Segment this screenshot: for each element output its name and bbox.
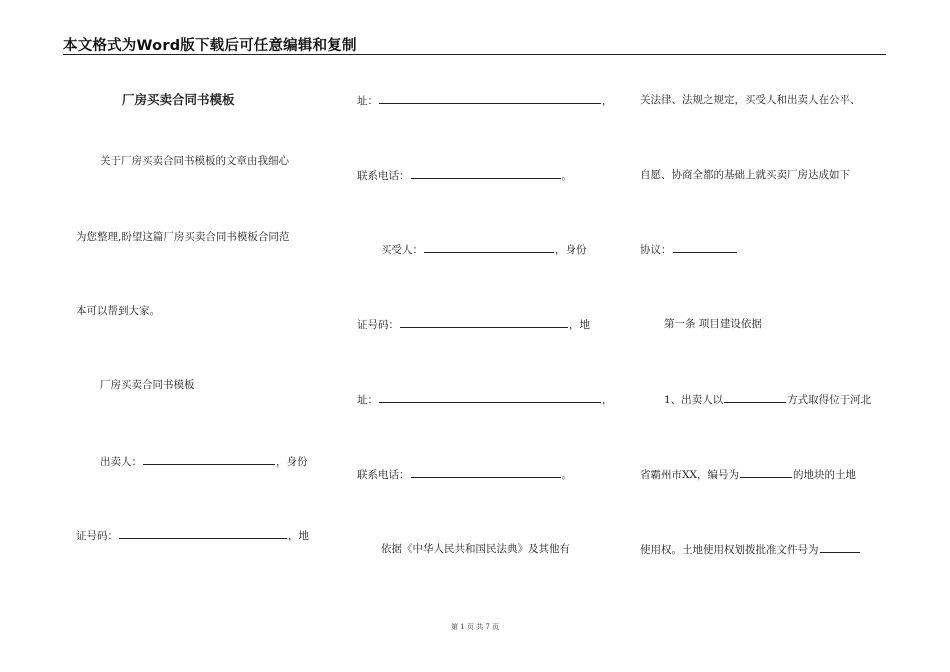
seller-address-suffix: ， <box>602 95 613 107</box>
buyer-id-label: 证号码： <box>357 319 399 331</box>
item-2-suffix: 的地块的土地 <box>792 469 856 481</box>
buyer-id-line <box>357 317 590 332</box>
header-divider <box>63 54 886 55</box>
seller-label: 出卖人： <box>100 456 142 468</box>
seller-id-suffix: ，地 <box>288 530 309 542</box>
agreement-blank[interactable] <box>673 242 737 253</box>
buyer-label: 买受人： <box>381 244 423 256</box>
item-1-suffix: 方式取得位于河北 <box>787 394 872 406</box>
seller-address-label: 址： <box>357 95 378 107</box>
buyer-line <box>381 242 587 257</box>
document-header-title: 本文格式为Word版下载后可任意编辑和复制 <box>63 38 357 54</box>
buyer-name-blank[interactable] <box>424 242 554 253</box>
agreement-line <box>640 242 738 257</box>
item-2-line <box>640 467 856 482</box>
seller-phone-blank[interactable] <box>411 168 561 179</box>
buyer-address-line <box>357 392 613 407</box>
intro-line-3: 本可以帮到大家。 <box>76 305 160 317</box>
page-number-footer: 第 1 页 共 7 页 <box>450 623 500 631</box>
intro-line-2: 为您整理,盼望这篇厂房买卖合同书模板合同范 <box>76 231 290 243</box>
seller-id-label: 证号码： <box>76 530 118 542</box>
intro-line-1: 关于厂房买卖合同书模板的文章由我细心 <box>100 155 289 167</box>
approval-number-blank[interactable] <box>820 542 860 553</box>
seller-address-line <box>357 93 613 108</box>
item-2-prefix: 省霸州市XX，编号为 <box>640 469 739 481</box>
buyer-phone-suffix: 。 <box>561 469 572 481</box>
item-1-prefix: 1、出卖人以 <box>664 394 724 406</box>
buyer-address-suffix: ， <box>602 394 613 406</box>
legal-basis-line: 依据《中华人民共和国民法典》及其他有 <box>381 543 570 555</box>
buyer-id-suffix: ，地 <box>569 319 590 331</box>
buyer-address-blank[interactable] <box>379 392 601 403</box>
buyer-phone-blank[interactable] <box>411 467 561 478</box>
section-subtitle: 厂房买卖合同书模板 <box>100 379 195 391</box>
seller-phone-line <box>357 168 572 183</box>
seller-id-blank[interactable] <box>119 528 287 539</box>
agreement-label: 协议： <box>640 244 672 256</box>
seller-name-blank[interactable] <box>143 454 275 465</box>
buyer-id-blank[interactable] <box>400 317 568 328</box>
buyer-suffix: ，身份 <box>555 244 587 256</box>
item-1-line <box>664 392 871 407</box>
buyer-address-label: 址： <box>357 394 378 406</box>
item-3-line <box>640 542 861 557</box>
item-3-prefix: 使用权。土地使用权划拨批准文件号为 <box>640 544 819 556</box>
seller-phone-label: 联系电话： <box>357 170 410 182</box>
seller-phone-suffix: 。 <box>561 170 572 182</box>
seller-address-blank[interactable] <box>379 93 601 104</box>
seller-id-line <box>76 528 309 543</box>
acquisition-method-blank[interactable] <box>724 392 786 403</box>
agreement-text-line-1: 关法律、法规之规定，买受人和出卖人在公平、 <box>640 94 861 106</box>
seller-line <box>100 454 308 469</box>
seller-suffix: ，身份 <box>276 456 308 468</box>
agreement-text-line-2: 自愿、协商全都的基础上就买卖厂房达成如下 <box>640 169 850 181</box>
article-1-heading: 第一条 项目建设依据 <box>664 318 762 330</box>
buyer-phone-label: 联系电话： <box>357 469 410 481</box>
contract-title: 厂房买卖合同书模板 <box>122 92 235 107</box>
buyer-phone-line <box>357 467 572 482</box>
plot-number-blank[interactable] <box>740 467 792 478</box>
